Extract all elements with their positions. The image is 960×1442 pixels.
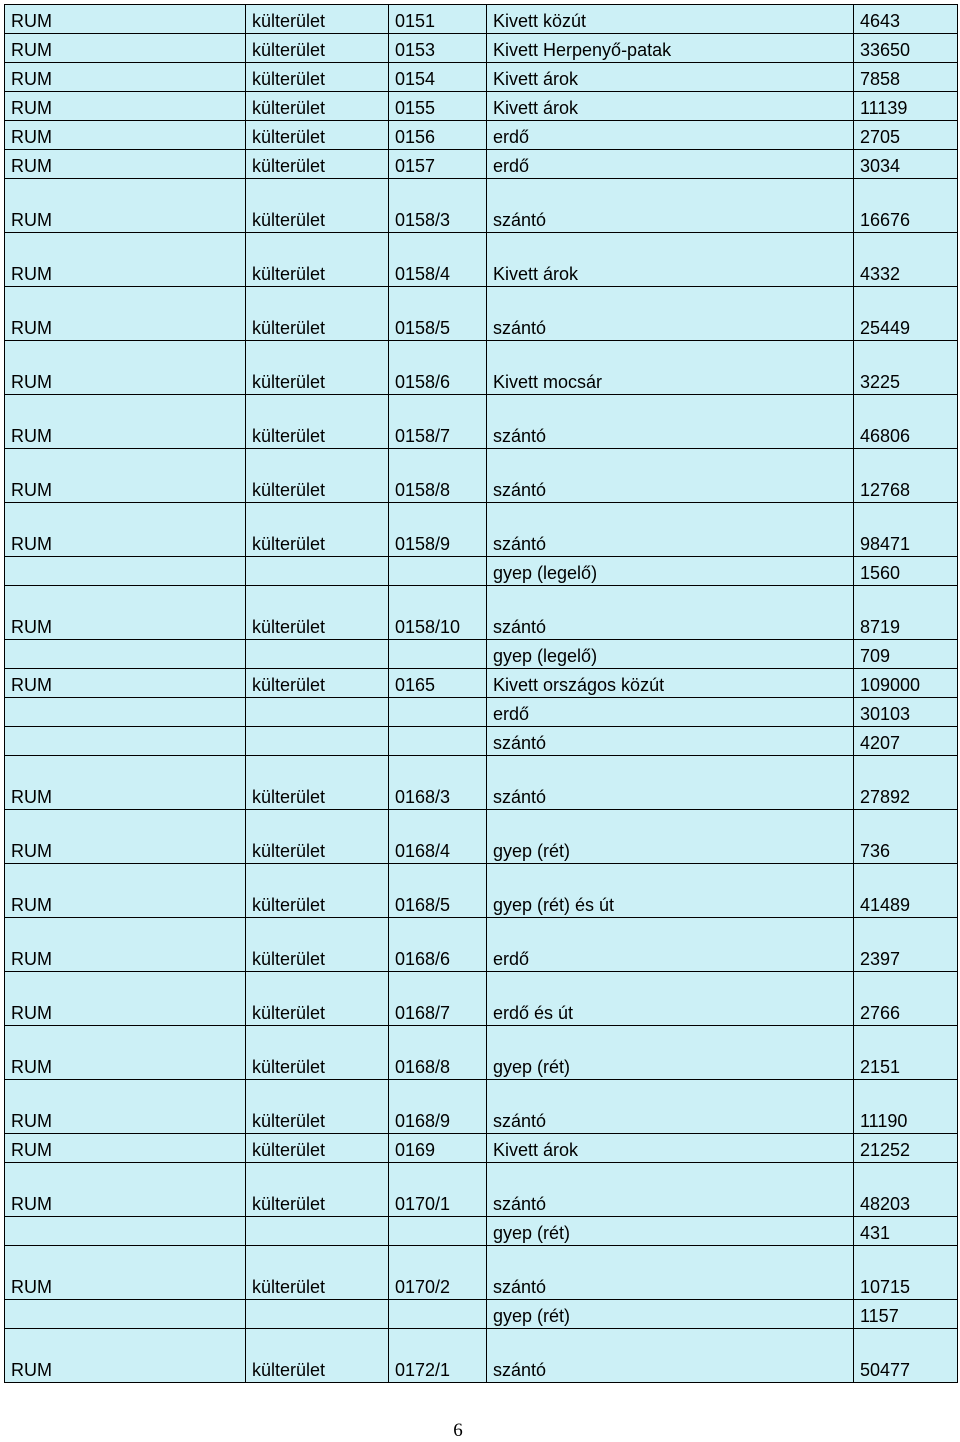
table-row	[5, 669, 958, 698]
area-cell: 8719	[854, 586, 958, 640]
parcel-number-cell: 0168/7	[389, 972, 487, 1026]
settlement-cell: RUM	[5, 918, 246, 972]
cultivation-cell: Kivett árok	[487, 1134, 854, 1163]
cultivation-cell: gyep (legelő)	[487, 557, 854, 586]
cultivation-cell: gyep (rét)	[487, 810, 854, 864]
cultivation-cell: szántó	[487, 179, 854, 233]
parcel-number-cell: 0165	[389, 669, 487, 698]
settlement-cell: RUM	[5, 287, 246, 341]
table-row	[5, 1329, 958, 1383]
cultivation-cell: szántó	[487, 756, 854, 810]
parcel-number-cell: 0151	[389, 5, 487, 34]
settlement-cell	[5, 1217, 246, 1246]
table-row	[5, 1163, 958, 1217]
cultivation-cell: szántó	[487, 287, 854, 341]
area-cell: 16676	[854, 179, 958, 233]
area-cell: 431	[854, 1217, 958, 1246]
parcel-number-cell: 0158/4	[389, 233, 487, 287]
area-cell: 46806	[854, 395, 958, 449]
parcel-number-cell: 0156	[389, 121, 487, 150]
zone-cell: külterület	[246, 233, 389, 287]
settlement-cell: RUM	[5, 1246, 246, 1300]
cultivation-cell: Kivett országos közút	[487, 669, 854, 698]
settlement-cell	[5, 557, 246, 586]
table-row	[5, 150, 958, 179]
settlement-cell: RUM	[5, 150, 246, 179]
settlement-cell: RUM	[5, 5, 246, 34]
settlement-cell: RUM	[5, 63, 246, 92]
parcel-number-cell	[389, 640, 487, 669]
settlement-cell: RUM	[5, 121, 246, 150]
cultivation-cell: szántó	[487, 449, 854, 503]
page-number: 6	[453, 1420, 463, 1441]
settlement-cell: RUM	[5, 1026, 246, 1080]
parcel-number-cell: 0158/10	[389, 586, 487, 640]
cultivation-cell: erdő és út	[487, 972, 854, 1026]
zone-cell: külterület	[246, 1134, 389, 1163]
area-cell: 12768	[854, 449, 958, 503]
zone-cell: külterület	[246, 1329, 389, 1383]
area-cell: 3034	[854, 150, 958, 179]
table-row	[5, 1300, 958, 1329]
settlement-cell: RUM	[5, 233, 246, 287]
zone-cell	[246, 698, 389, 727]
area-cell: 1157	[854, 1300, 958, 1329]
area-cell: 7858	[854, 63, 958, 92]
area-cell: 709	[854, 640, 958, 669]
zone-cell: külterület	[246, 449, 389, 503]
parcel-number-cell: 0168/3	[389, 756, 487, 810]
table-row	[5, 698, 958, 727]
cultivation-cell: szántó	[487, 727, 854, 756]
table-row	[5, 864, 958, 918]
table-row	[5, 395, 958, 449]
table-row	[5, 63, 958, 92]
area-cell: 48203	[854, 1163, 958, 1217]
parcel-number-cell: 0168/4	[389, 810, 487, 864]
area-cell: 2151	[854, 1026, 958, 1080]
table-row	[5, 586, 958, 640]
cultivation-cell: Kivett mocsár	[487, 341, 854, 395]
cultivation-cell: Kivett árok	[487, 63, 854, 92]
parcel-number-cell: 0158/6	[389, 341, 487, 395]
table-row	[5, 1217, 958, 1246]
settlement-cell: RUM	[5, 449, 246, 503]
table-row	[5, 1080, 958, 1134]
area-cell: 109000	[854, 669, 958, 698]
settlement-cell: RUM	[5, 972, 246, 1026]
area-cell: 736	[854, 810, 958, 864]
zone-cell: külterület	[246, 1026, 389, 1080]
cultivation-cell: szántó	[487, 395, 854, 449]
settlement-cell	[5, 1300, 246, 1329]
cultivation-cell: szántó	[487, 586, 854, 640]
parcel-table-body	[5, 5, 958, 1383]
table-row	[5, 449, 958, 503]
zone-cell	[246, 640, 389, 669]
cultivation-cell: gyep (legelő)	[487, 640, 854, 669]
zone-cell: külterület	[246, 341, 389, 395]
cultivation-cell: szántó	[487, 1163, 854, 1217]
settlement-cell: RUM	[5, 1080, 246, 1134]
zone-cell: külterület	[246, 972, 389, 1026]
settlement-cell: RUM	[5, 92, 246, 121]
area-cell: 30103	[854, 698, 958, 727]
table-row	[5, 5, 958, 34]
parcel-number-cell: 0155	[389, 92, 487, 121]
parcel-number-cell	[389, 1300, 487, 1329]
area-cell: 10715	[854, 1246, 958, 1300]
area-cell: 4207	[854, 727, 958, 756]
settlement-cell: RUM	[5, 341, 246, 395]
parcel-number-cell: 0158/7	[389, 395, 487, 449]
table-row	[5, 972, 958, 1026]
cultivation-cell: erdő	[487, 698, 854, 727]
zone-cell	[246, 1300, 389, 1329]
zone-cell	[246, 557, 389, 586]
settlement-cell	[5, 698, 246, 727]
zone-cell: külterület	[246, 92, 389, 121]
settlement-cell: RUM	[5, 179, 246, 233]
table-row	[5, 557, 958, 586]
table-row	[5, 810, 958, 864]
zone-cell: külterület	[246, 63, 389, 92]
parcel-number-cell: 0153	[389, 34, 487, 63]
parcel-number-cell: 0168/9	[389, 1080, 487, 1134]
area-cell: 11139	[854, 92, 958, 121]
zone-cell: külterület	[246, 121, 389, 150]
parcel-number-cell	[389, 698, 487, 727]
zone-cell: külterület	[246, 1080, 389, 1134]
zone-cell: külterület	[246, 918, 389, 972]
area-cell: 33650	[854, 34, 958, 63]
table-row	[5, 233, 958, 287]
cultivation-cell: gyep (rét)	[487, 1300, 854, 1329]
area-cell: 50477	[854, 1329, 958, 1383]
cultivation-cell: Kivett árok	[487, 92, 854, 121]
area-cell: 25449	[854, 287, 958, 341]
zone-cell: külterület	[246, 34, 389, 63]
zone-cell: külterület	[246, 586, 389, 640]
table-row	[5, 121, 958, 150]
zone-cell: külterület	[246, 287, 389, 341]
area-cell: 2397	[854, 918, 958, 972]
cultivation-cell: szántó	[487, 1246, 854, 1300]
parcel-number-cell: 0158/5	[389, 287, 487, 341]
area-cell: 4332	[854, 233, 958, 287]
table-row	[5, 92, 958, 121]
parcel-number-cell: 0158/3	[389, 179, 487, 233]
settlement-cell: RUM	[5, 1134, 246, 1163]
settlement-cell	[5, 727, 246, 756]
settlement-cell: RUM	[5, 756, 246, 810]
area-cell: 3225	[854, 341, 958, 395]
table-row	[5, 179, 958, 233]
settlement-cell	[5, 640, 246, 669]
zone-cell: külterület	[246, 150, 389, 179]
settlement-cell: RUM	[5, 586, 246, 640]
table-row	[5, 1246, 958, 1300]
zone-cell: külterület	[246, 503, 389, 557]
parcel-number-cell: 0170/2	[389, 1246, 487, 1300]
zone-cell: külterület	[246, 756, 389, 810]
cultivation-cell: Kivett árok	[487, 233, 854, 287]
parcel-number-cell: 0172/1	[389, 1329, 487, 1383]
parcel-number-cell: 0168/6	[389, 918, 487, 972]
settlement-cell: RUM	[5, 864, 246, 918]
zone-cell: külterület	[246, 1163, 389, 1217]
zone-cell	[246, 727, 389, 756]
area-cell: 21252	[854, 1134, 958, 1163]
cultivation-cell: szántó	[487, 1080, 854, 1134]
zone-cell: külterület	[246, 810, 389, 864]
settlement-cell: RUM	[5, 34, 246, 63]
settlement-cell: RUM	[5, 395, 246, 449]
table-row	[5, 34, 958, 63]
cultivation-cell: szántó	[487, 1329, 854, 1383]
area-cell: 98471	[854, 503, 958, 557]
zone-cell: külterület	[246, 1246, 389, 1300]
area-cell: 4643	[854, 5, 958, 34]
parcel-number-cell	[389, 727, 487, 756]
table-row	[5, 756, 958, 810]
area-cell: 2766	[854, 972, 958, 1026]
table-row	[5, 640, 958, 669]
area-cell: 2705	[854, 121, 958, 150]
parcel-number-cell	[389, 557, 487, 586]
settlement-cell: RUM	[5, 810, 246, 864]
cultivation-cell: erdő	[487, 150, 854, 179]
zone-cell: külterület	[246, 395, 389, 449]
parcel-number-cell: 0158/8	[389, 449, 487, 503]
parcel-number-cell: 0154	[389, 63, 487, 92]
parcel-number-cell: 0169	[389, 1134, 487, 1163]
parcel-table	[4, 4, 958, 1383]
cultivation-cell: erdő	[487, 121, 854, 150]
cultivation-cell: gyep (rét) és út	[487, 864, 854, 918]
area-cell: 41489	[854, 864, 958, 918]
table-row	[5, 1026, 958, 1080]
parcel-number-cell: 0168/8	[389, 1026, 487, 1080]
table-row	[5, 503, 958, 557]
parcel-number-cell: 0157	[389, 150, 487, 179]
parcel-number-cell: 0170/1	[389, 1163, 487, 1217]
cultivation-cell: erdő	[487, 918, 854, 972]
cultivation-cell: Kivett közút	[487, 5, 854, 34]
area-cell: 1560	[854, 557, 958, 586]
cultivation-cell: gyep (rét)	[487, 1217, 854, 1246]
zone-cell: külterület	[246, 5, 389, 34]
area-cell: 27892	[854, 756, 958, 810]
zone-cell: külterület	[246, 669, 389, 698]
zone-cell	[246, 1217, 389, 1246]
area-cell: 11190	[854, 1080, 958, 1134]
settlement-cell: RUM	[5, 503, 246, 557]
table-row	[5, 341, 958, 395]
parcel-number-cell	[389, 1217, 487, 1246]
settlement-cell: RUM	[5, 669, 246, 698]
cultivation-cell: gyep (rét)	[487, 1026, 854, 1080]
settlement-cell: RUM	[5, 1163, 246, 1217]
cultivation-cell: Kivett Herpenyő-patak	[487, 34, 854, 63]
parcel-number-cell: 0158/9	[389, 503, 487, 557]
cultivation-cell: szántó	[487, 503, 854, 557]
zone-cell: külterület	[246, 864, 389, 918]
table-row	[5, 1134, 958, 1163]
zone-cell: külterület	[246, 179, 389, 233]
parcel-number-cell: 0168/5	[389, 864, 487, 918]
table-row	[5, 918, 958, 972]
table-row	[5, 727, 958, 756]
settlement-cell: RUM	[5, 1329, 246, 1383]
table-row	[5, 287, 958, 341]
